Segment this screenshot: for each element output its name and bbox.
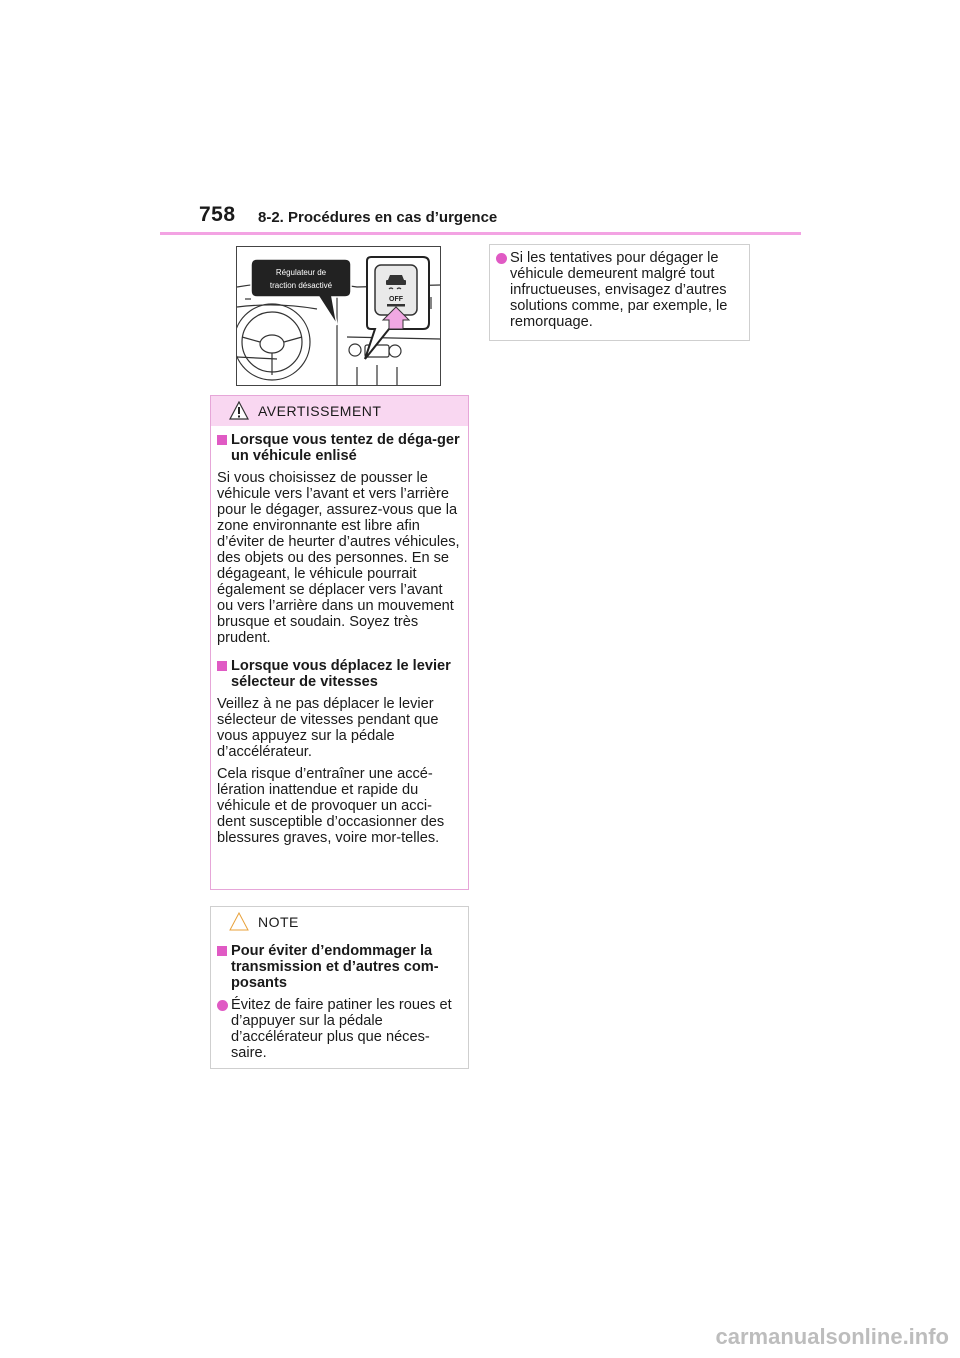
square-bullet-icon xyxy=(217,661,227,671)
note-title: NOTE xyxy=(258,914,299,930)
square-bullet-icon xyxy=(217,946,227,956)
note-item-text: Évitez de faire patiner les roues et d’appuyer sur la pédale d’accélérateur plus que néces-saire. xyxy=(231,997,452,1061)
note-box xyxy=(210,906,469,1069)
warning-subhead-2-text: Lorsque vous déplacez le levier sélecteur de vitesses xyxy=(231,658,451,690)
side-box xyxy=(489,244,750,341)
warning-triangle-icon xyxy=(229,401,249,420)
note-item xyxy=(217,997,460,1061)
warning-subhead-1-text: Lorsque vous tentez de déga-ger un véhicule enlisé xyxy=(231,432,460,464)
circle-bullet-icon xyxy=(217,1000,228,1011)
footer-watermark: carmanualsonline.info xyxy=(715,1324,949,1349)
side-item xyxy=(496,250,741,330)
warning-title: AVERTISSEMENT xyxy=(258,403,382,419)
callout-line-2: traction désactivé xyxy=(269,281,333,290)
off-button-label: OFF xyxy=(389,296,403,303)
square-bullet-icon xyxy=(217,435,227,445)
page-number: 758 xyxy=(199,203,236,226)
warning-subhead-2 xyxy=(217,658,460,690)
side-item-text: Si les tentatives pour dégager le véhicule demeurent malgré tout infructueuses, envisagez d’autres solutions comme, par exemple, le remorquage. xyxy=(510,250,728,330)
warning-box xyxy=(210,395,469,890)
section-title: 8-2. Procédures en cas d’urgence xyxy=(258,209,498,226)
note-subhead xyxy=(217,943,460,991)
caution-triangle-icon xyxy=(229,912,249,931)
note-subhead-text: Pour éviter d’endommager la transmission et d’autres com-posants xyxy=(231,943,439,991)
warning-para-2: Veillez à ne pas déplacer le levier sélecteur de vitesses pendant que vous appuyez sur la pédale d’accélérateur. xyxy=(217,696,439,760)
header-rule xyxy=(160,232,801,235)
warning-para-3: Cela risque d’entraîner une accé-lération inattendue et rapide du véhicule et de provoquer un acci-dent susceptible d’occasionner des blessures graves, voire mor-telles. xyxy=(217,766,445,846)
warning-para-1: Si vous choisissez de pousser le véhicule vers l’avant et vers l’arrière pour le dégager, assurez-vous que la zone environnante est libre afin d’éviter de heurter d’autres véhicules, des objets ou des personnes. En se dégageant, le véhicule pourrait également se déplacer vers l’avant ou vers l’arrière dans un mouvement brusque et soudain. Soyez très prudent. xyxy=(217,470,460,646)
warning-subhead-1 xyxy=(217,432,460,464)
circle-bullet-icon xyxy=(496,253,507,264)
note-header xyxy=(211,907,468,937)
warning-header xyxy=(211,396,468,426)
callout-line-1: Régulateur de xyxy=(275,268,327,277)
dashboard-illustration xyxy=(236,246,441,386)
